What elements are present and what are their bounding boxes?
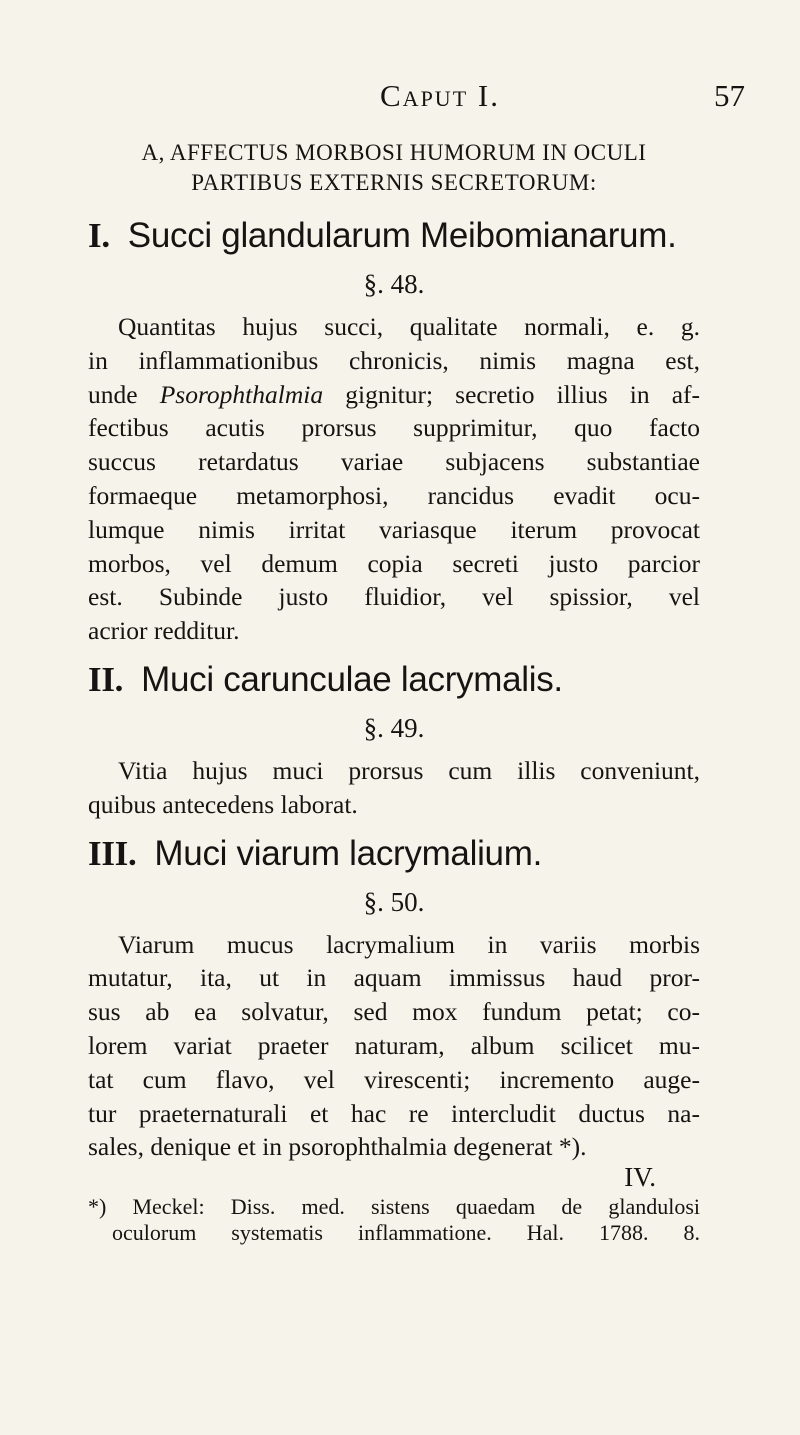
paragraph-line: sus ab ea solvatur, sed mox fundum petat; co- bbox=[88, 997, 700, 1027]
paragraph-line: formaeque metamorphosi, rancidus evadit ocu- bbox=[88, 480, 700, 510]
page-number: 57 bbox=[714, 78, 745, 113]
paragraph-line: lorem variat praeter naturam, album scilicet mu- bbox=[88, 1030, 700, 1060]
paragraph-48 bbox=[88, 310, 700, 648]
psorophthalmia-term: Psorophthalmia bbox=[159, 379, 324, 409]
paragraph-line: Quantitas hujus succi, qualitate normali, e. g. bbox=[118, 312, 700, 341]
paragraph-line: fectibus acutis prorsus supprimitur, quo facto bbox=[88, 413, 700, 443]
paragraph-number-50: §. 50. bbox=[363, 886, 425, 917]
paragraph-line: in inflammationibus chronicis, nimis magna est, bbox=[88, 345, 700, 375]
section-heading-1 bbox=[88, 214, 700, 258]
paragraph-line: acrior redditur. bbox=[88, 616, 240, 646]
catchword: IV. bbox=[624, 1162, 656, 1193]
running-title: Caput I. bbox=[380, 78, 500, 113]
paragraph-line: sales, denique et in psorophthalmia degenerat *). bbox=[88, 1132, 587, 1162]
paragraph-line: Viarum mucus lacrymalium in variis morbis bbox=[118, 929, 700, 959]
paragraph-line: succus retardatus variae subjacens substantiae bbox=[88, 447, 700, 477]
paragraph-number-49: §. 49. bbox=[363, 712, 425, 743]
running-head bbox=[0, 78, 800, 118]
section-heading-2 bbox=[88, 658, 700, 702]
footnote bbox=[88, 1194, 700, 1246]
paragraph-50 bbox=[88, 928, 700, 1165]
paragraph-line: tat cum flavo, vel virescenti; incremento auge- bbox=[88, 1064, 700, 1094]
section-title-2: Muci carunculae lacrymalis. bbox=[141, 659, 563, 699]
section-title-1: Succi glandularum Meibomianarum. bbox=[127, 216, 677, 255]
paragraph-line: morbos, vel demum copia secreti justo parcior bbox=[88, 548, 700, 578]
text-block bbox=[88, 138, 700, 1246]
section-title-3: Muci viarum lacrymalium. bbox=[154, 833, 542, 873]
footnote-line-1: *) Meckel: Diss. med. sistens quaedam de glandulosi bbox=[88, 1194, 700, 1220]
paragraph-line: tur praeternaturali et hac re intercludit ductus na- bbox=[88, 1098, 700, 1128]
paragraph-line-prefix: unde bbox=[88, 379, 138, 409]
section-heading-3 bbox=[88, 832, 700, 876]
paragraph-line: quibus antecedens laborat. bbox=[88, 789, 358, 819]
section-numeral-3: III. bbox=[88, 833, 137, 873]
section-numeral-2: II. bbox=[88, 659, 124, 699]
paragraph-number-48: §. 48. bbox=[363, 269, 425, 299]
paragraph-line: est. Subinde justo fluidior, vel spissior, vel bbox=[88, 582, 700, 612]
footnote-line-2: oculorum systematis inflammatione. Hal. 1788. 8. bbox=[112, 1220, 700, 1246]
paragraph-line-rest: gignitur; secretio illius in af- bbox=[345, 379, 700, 409]
paragraph-line: Vitia hujus muci prorsus cum illis conveniunt, bbox=[118, 755, 700, 785]
section-numeral-1: I. bbox=[88, 216, 110, 255]
subject-heading bbox=[78, 138, 710, 198]
paragraph-line: lumque nimis irritat variasque iterum provocat bbox=[88, 514, 700, 544]
paragraph-49 bbox=[88, 754, 700, 822]
paragraph-line: mutatur, ita, ut in aquam immissus haud pror- bbox=[88, 963, 700, 993]
paragraph-line bbox=[88, 378, 700, 412]
subject-heading-line-1: A, AFFECTUS MORBOSI HUMORUM IN OCULI bbox=[141, 140, 647, 165]
subject-heading-line-2: PARTIBUS EXTERNIS SECRETORUM: bbox=[191, 170, 597, 195]
